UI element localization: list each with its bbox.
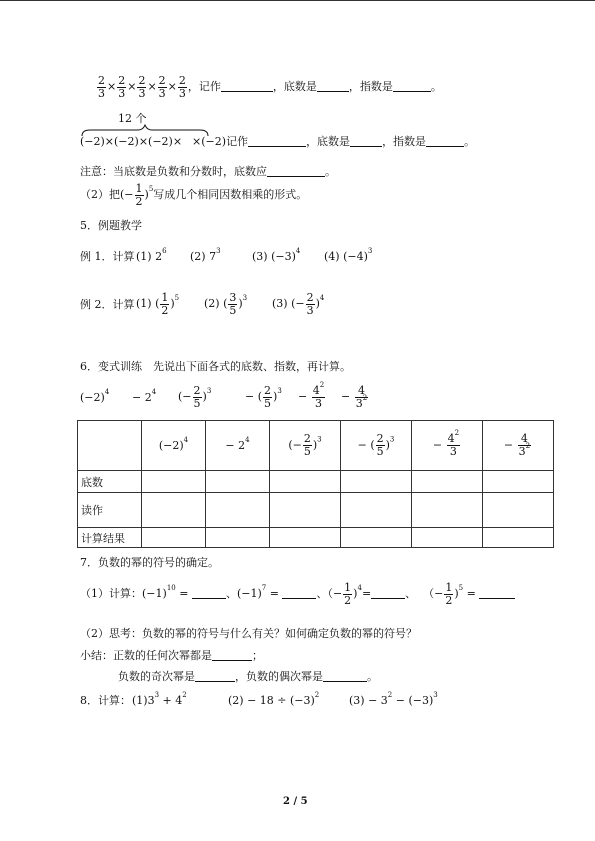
example-2-a: (1) ( $\frac{1}{2}$ )$^5$ xyxy=(136,290,180,317)
answer-blank[interactable] xyxy=(323,671,367,682)
question-7-2: （2）思考：负数的幂的符号与什么有关？如何确定负数的幂的符号？ xyxy=(80,627,417,640)
fraction: $\frac{2}{3}$ xyxy=(158,73,166,100)
answer-blank[interactable] xyxy=(371,588,405,599)
fraction: $\frac{4^2}{3}$ xyxy=(312,380,325,410)
header-cell: − ( $\frac{2}{5}$ )$^3$ xyxy=(341,421,412,471)
question-2: （2）把(− $\frac{1}{2}$ )$^5$写成几个相同因数相乘的形式。 xyxy=(80,181,308,208)
top-border xyxy=(0,0,595,1)
fraction: $\frac{2}{3}$ xyxy=(306,290,314,317)
summary-1: 小结：正数的任何次幂都是 ； xyxy=(80,649,263,662)
expr-5: − $\frac{4^2}{3}$ xyxy=(298,380,325,410)
answer-blank[interactable] xyxy=(221,81,273,92)
fraction: $\frac{1}{2}$ xyxy=(161,290,169,317)
header-cell: − $2^4$ xyxy=(206,421,270,471)
expr-4: − ( $\frac{2}{5}$ )$^3$ xyxy=(245,383,282,410)
table-row: 底数 xyxy=(78,471,554,493)
question-8-3: $(3) - 3^2 - (-3)^3$ xyxy=(349,691,438,707)
example-1-label: 例 1．计算 xyxy=(80,250,135,263)
example-2-label: 例 2．计算 xyxy=(80,298,135,311)
example-2-b: (2) ( $\frac{3}{5}$ )$^3$ xyxy=(204,290,248,317)
header-cell: $(-2)^4$ xyxy=(142,421,206,471)
answer-blank[interactable] xyxy=(195,671,235,682)
answer-blank[interactable] xyxy=(282,588,316,599)
example-2-c: (3) (− $\frac{2}{3}$ )$^4$ xyxy=(272,290,325,317)
line-1: $\frac{2}{3}$ × $\frac{2}{3}$ × $\frac{2}{3}$ × $\frac{2}{3}$ × $\frac{2}{3}$ ，记作 ，底数是 ，指数是 。 xyxy=(98,73,442,100)
section-7-title: 7．负数的幂的符号的确定。 xyxy=(80,556,219,569)
fraction: $\frac{2}{5}$ xyxy=(264,383,272,410)
fraction: $\frac{2}{3}$ xyxy=(118,73,126,100)
answer-blank[interactable] xyxy=(393,81,431,92)
table-row: 读作 xyxy=(78,493,554,528)
section-5-title: 5．例题教学 xyxy=(80,219,142,232)
expr-3: (− $\frac{2}{5}$ )$^3$ xyxy=(178,383,212,410)
expr-1: $(-2)^4$ xyxy=(80,388,110,404)
brace-count-label: 12 个 xyxy=(118,112,147,125)
fraction: $\frac{2}{3}$ xyxy=(178,73,186,100)
exercise-table xyxy=(77,420,554,548)
expr-2: − $2^4$ xyxy=(132,388,157,404)
answer-blank[interactable] xyxy=(317,81,349,92)
table-row: 计算结果 xyxy=(78,528,554,548)
fraction: $\frac{2}{3}$ xyxy=(138,73,146,100)
expr-6: − $\frac{4}{3^2}$ xyxy=(341,383,368,410)
answer-blank[interactable] xyxy=(267,166,325,177)
header-cell: − $\frac{4}{3^2}$ xyxy=(483,421,554,471)
page-number: 2 / 5 xyxy=(283,796,308,807)
example-1-b: (2) $7^3$ xyxy=(190,247,221,263)
question-7-1: （1）计算：$(-1)^{10}$ = 、$(-1)^7$ = 、（− $\frac{1}{2}$ )$^4$= 、 （− $\frac{1}{2}$ )$^5$ = xyxy=(80,578,515,610)
fraction: $\frac{3}{5}$ xyxy=(229,290,237,317)
question-8-1: $(1)3^3 + 4^2$ xyxy=(132,691,187,707)
section-6-title: 6．变式训练 先说出下面各式的底数、指数，再计算。 xyxy=(80,360,351,373)
fraction: $\frac{2}{3}$ xyxy=(98,73,105,100)
header-cell: (− $\frac{2}{5}$ )$^3$ xyxy=(270,421,341,471)
answer-blank[interactable] xyxy=(426,136,464,147)
fraction: $\frac{4}{3^2}$ xyxy=(355,383,368,410)
summary-2: 负数的奇次幂是 ，负数的偶次幂是 。 xyxy=(118,670,378,683)
answer-blank[interactable] xyxy=(192,588,226,599)
fraction: $\frac{1}{2}$ xyxy=(135,181,143,208)
section-8-label: 8．计算： xyxy=(80,694,131,707)
answer-blank[interactable] xyxy=(212,650,252,661)
note-line: 注意：当底数是负数和分数时，底数应 。 xyxy=(80,165,336,178)
answer-blank[interactable] xyxy=(248,136,306,147)
line-2: (−2)×(−2)×(−2)× ×(−2)记作 ，底数是 ，指数是 。 xyxy=(80,135,476,148)
fraction: $\frac{2}{5}$ xyxy=(193,383,201,410)
example-1-a: (1) $2^6$ xyxy=(136,247,167,263)
header-cell: − $\frac{4^2}{3}$ xyxy=(412,421,483,471)
example-1-c: (3) $(-3)^4$ xyxy=(252,247,301,263)
answer-blank[interactable] xyxy=(479,588,515,599)
answer-blank[interactable] xyxy=(350,136,382,147)
example-1-d: (4) $(-4)^3$ xyxy=(324,247,373,263)
question-8-2: $(2) - 18 \div (-3)^2$ xyxy=(228,691,320,707)
